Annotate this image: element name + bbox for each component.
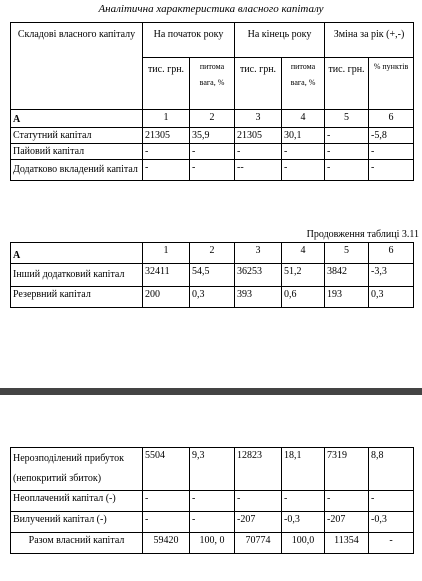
cell: -- <box>235 160 282 181</box>
col-num: 2 <box>190 243 235 264</box>
row-label: Пайовий капітал <box>11 144 143 160</box>
cell: 8,8 <box>369 448 414 491</box>
cell: - <box>190 144 235 160</box>
col-num: 5 <box>325 243 369 264</box>
cell: 59420 <box>143 533 190 554</box>
row-label: Резервний капітал <box>11 287 143 308</box>
header-share-end: питома вага, % <box>282 58 325 110</box>
row-label: Неоплачений капітал (-) <box>11 491 143 512</box>
cell: -207 <box>235 512 282 533</box>
cell: -0,3 <box>369 512 414 533</box>
col-num: 3 <box>235 243 282 264</box>
row-label-total: Разом власний капітал <box>11 533 143 554</box>
equity-table-part3 <box>10 447 414 554</box>
cell: - <box>190 491 235 512</box>
cell: - <box>325 160 369 181</box>
row-label: Статутний капітал <box>11 128 143 144</box>
cell: 18,1 <box>282 448 325 491</box>
cell: 30,1 <box>282 128 325 144</box>
cell: -5,8 <box>369 128 414 144</box>
cell: - <box>235 144 282 160</box>
header-thous-start: тис. грн. <box>143 58 190 110</box>
cell: - <box>369 491 414 512</box>
cell: 70774 <box>235 533 282 554</box>
header-share-start: питома вага, % <box>190 58 235 110</box>
cell: 21305 <box>235 128 282 144</box>
cell: 9,3 <box>190 448 235 491</box>
cell: - <box>369 533 414 554</box>
table-title: Аналітична характеристика власного капіталу <box>98 3 324 15</box>
cell: 11354 <box>325 533 369 554</box>
col-a-label: А <box>11 110 143 128</box>
cell: - <box>369 144 414 160</box>
cell: 0,6 <box>282 287 325 308</box>
cell: - <box>282 144 325 160</box>
cell: 5504 <box>143 448 190 491</box>
col-num: 5 <box>325 110 369 128</box>
header-change: Зміна за рік (+,-) <box>325 23 414 58</box>
col-num: 2 <box>190 110 235 128</box>
cell: 3842 <box>325 264 369 287</box>
col-num: 4 <box>282 243 325 264</box>
row-label: Нерозподілений прибуток (непокритий збиток) <box>11 448 143 491</box>
cell: - <box>143 144 190 160</box>
cell: - <box>190 160 235 181</box>
col-num: 1 <box>143 243 190 264</box>
row-label: Вилучений капітал (-) <box>11 512 143 533</box>
equity-table-part1 <box>10 22 414 181</box>
cell: - <box>282 160 325 181</box>
col-num: 6 <box>369 243 414 264</box>
header-thous-change: тис. грн. <box>325 58 369 110</box>
cell: - <box>190 512 235 533</box>
cell: 0,3 <box>190 287 235 308</box>
cell: - <box>325 491 369 512</box>
cell: -0,3 <box>282 512 325 533</box>
cell: - <box>325 144 369 160</box>
equity-table-part2 <box>10 242 414 308</box>
cell: 12823 <box>235 448 282 491</box>
cell: - <box>325 128 369 144</box>
page-break-bar <box>0 388 422 395</box>
col-a-label: А <box>11 243 143 264</box>
col-num: 4 <box>282 110 325 128</box>
cell: - <box>369 160 414 181</box>
cell: 35,9 <box>190 128 235 144</box>
cell: 7319 <box>325 448 369 491</box>
row-label: Додатково вкладений капітал <box>11 160 143 181</box>
col-num: 6 <box>369 110 414 128</box>
header-end: На кінець року <box>235 23 325 58</box>
cell: 100, 0 <box>190 533 235 554</box>
header-points: % пунктів <box>369 58 414 110</box>
row-label: Інший додатковий капітал <box>11 264 143 287</box>
cell: -3,3 <box>369 264 414 287</box>
cell: 21305 <box>143 128 190 144</box>
cell: 51,2 <box>282 264 325 287</box>
cell: 54,5 <box>190 264 235 287</box>
cell: - <box>282 491 325 512</box>
col-num: 1 <box>143 110 190 128</box>
cell: 100,0 <box>282 533 325 554</box>
continuation-label: Продовження таблиці 3.11 <box>306 229 419 240</box>
cell: 32411 <box>143 264 190 287</box>
cell: - <box>143 512 190 533</box>
cell: - <box>143 160 190 181</box>
cell: 36253 <box>235 264 282 287</box>
header-thous-end: тис. грн. <box>235 58 282 110</box>
cell: - <box>143 491 190 512</box>
header-start: На початок року <box>143 23 235 58</box>
header-component: Складові власного капіталу <box>11 23 143 110</box>
cell: 193 <box>325 287 369 308</box>
cell: -207 <box>325 512 369 533</box>
cell: 0,3 <box>369 287 414 308</box>
cell: 393 <box>235 287 282 308</box>
col-num: 3 <box>235 110 282 128</box>
cell: 200 <box>143 287 190 308</box>
cell: - <box>235 491 282 512</box>
